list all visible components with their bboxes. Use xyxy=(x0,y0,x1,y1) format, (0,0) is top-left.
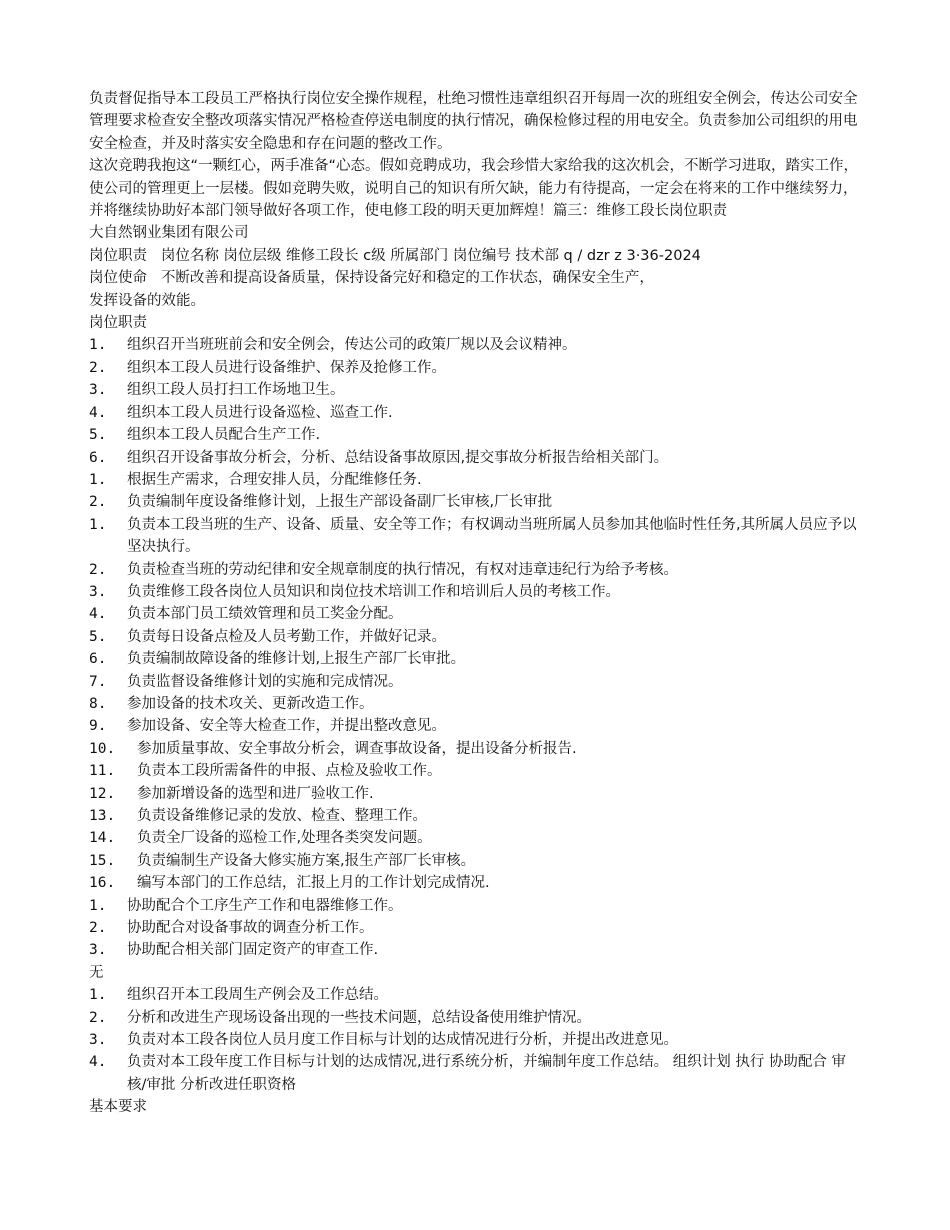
list-item xyxy=(89,514,865,559)
list-item-text: 组织本工段人员配合生产工作. xyxy=(127,427,321,444)
list-item-text: 协助配合对设备事故的调查分析工作。 xyxy=(127,920,374,937)
list-item-number: 1. xyxy=(89,987,107,1004)
list-item xyxy=(89,984,865,1006)
list-item-text: 负责编制生产设备大修实施方案,报生产部厂长审核。 xyxy=(137,852,476,869)
list-item xyxy=(89,469,865,491)
list-item-text: 负责本工段当班的生产、设备、质量、安全等工作；有权调动当班所属人员参加其他临时性任务,其所属人员应予以坚决执行。 xyxy=(127,516,857,556)
duty-list-organize xyxy=(89,334,865,468)
list-item xyxy=(89,491,865,513)
job-mission-row: 岗位使命 不断改善和提高设备质量，保持设备完好和稳定的工作状态，确保安全生产， xyxy=(89,270,654,287)
list-item-number: 5. xyxy=(89,427,107,444)
duty-list-responsible xyxy=(89,514,865,895)
list-item-text: 参加质量事故、安全事故分析会，调查事故设备，提出设备分析报告. xyxy=(137,740,577,757)
list-item xyxy=(89,334,865,356)
duty-list-assist xyxy=(89,895,865,962)
duty-list-summary xyxy=(89,984,865,1096)
list-item-text: 分析和改进生产现场设备出现的一些技术问题，总结设备使用维护情况。 xyxy=(127,1009,591,1026)
list-item xyxy=(89,939,865,961)
list-item-number: 14. xyxy=(89,830,116,847)
list-item-text: 组织召开设备事故分析会，分析、总结设备事故原因,提交事故分析报告给相关部门。 xyxy=(127,449,669,466)
list-item-text: 负责编制故障设备的维修计划,上报生产部厂长审批。 xyxy=(127,651,466,668)
list-item xyxy=(89,603,865,625)
list-item-number: 8. xyxy=(89,695,107,712)
basic-requirements-heading: 基本要求 xyxy=(89,1099,147,1116)
list-item xyxy=(89,357,865,379)
job-header-row: 岗位职责 岗位名称 岗位层级 维修工段长 c级 所属部门 岗位编号 技术部 q / dzr z 3·36-2024 xyxy=(89,247,701,264)
duties-heading: 岗位职责 xyxy=(89,315,147,332)
list-item-text: 组织本工段人员进行设备维护、保养及抢修工作。 xyxy=(127,359,446,376)
list-item-number: 3. xyxy=(89,942,107,959)
list-item xyxy=(89,760,865,782)
list-item xyxy=(89,1051,865,1096)
list-item-text: 负责本部门员工绩效管理和员工奖金分配。 xyxy=(127,606,403,623)
list-item-number: 16. xyxy=(89,875,116,892)
intro-paragraph-1: 负责督促指导本工段员工严格执行岗位安全操作规程，杜绝习惯性违章组织召开每周一次的班组安全例会，传达公司安全管理要求检查安全整改项落实情况严格检查停送电制度的执行情况，确保检修过程的用电安全。负责参加公司组织的用电安全检查，并及时落实安全隐患和存在问题的整改工作。 xyxy=(89,91,858,152)
list-item-number: 13. xyxy=(89,808,116,824)
list-item-number: 15. xyxy=(89,852,116,869)
list-item-number: 2. xyxy=(89,561,107,578)
list-item-number: 7. xyxy=(89,673,107,690)
list-item-text: 负责全厂设备的巡检工作,处理各类突发问题。 xyxy=(137,830,432,847)
list-item-number: 3. xyxy=(89,382,107,399)
list-item-text: 负责本工段所需备件的申报、点检及验收工作。 xyxy=(137,763,442,780)
list-item-number: 2. xyxy=(89,359,107,376)
list-item xyxy=(89,379,865,401)
list-item xyxy=(89,1007,865,1029)
list-item xyxy=(89,715,865,737)
list-item-number: 6. xyxy=(89,651,107,668)
list-item xyxy=(89,559,865,581)
list-item xyxy=(89,581,865,603)
list-item xyxy=(89,872,865,894)
list-item-text: 协助配合相关部门固定资产的审查工作. xyxy=(127,942,379,959)
list-item xyxy=(89,1029,865,1051)
list-item xyxy=(89,447,865,469)
list-item-number: 1. xyxy=(89,897,107,914)
list-item xyxy=(89,827,865,849)
list-item-text: 负责每日设备点检及人员考勤工作，并做好记录。 xyxy=(127,628,446,645)
list-item-number: 4. xyxy=(89,404,107,421)
list-item-text: 负责对本工段各岗位人员月度工作目标与计划的达成情况进行分析，并提出改进意见。 xyxy=(127,1032,678,1049)
list-item-number: 2. xyxy=(89,1009,107,1026)
list-item-text: 负责设备维修记录的发放、检查、整理工作。 xyxy=(137,808,427,824)
list-item-text: 参加设备、安全等大检查工作，并提出整改意见。 xyxy=(127,718,446,735)
list-item xyxy=(89,895,865,917)
list-item-number: 2. xyxy=(89,920,107,937)
list-item xyxy=(89,693,865,715)
list-item-text: 参加设备的技术攻关、更新改造工作。 xyxy=(127,695,374,712)
list-item-number: 3. xyxy=(89,1032,107,1049)
none-label: 无 xyxy=(89,964,104,981)
list-item-number: 9. xyxy=(89,718,107,735)
list-item-number: 2. xyxy=(89,494,107,511)
list-item-number: 12. xyxy=(89,785,116,802)
list-item-text: 负责编制年度设备维修计划，上报生产部设备副厂长审核,厂长审批 xyxy=(127,494,553,511)
list-item-text: 负责维修工段各岗位人员知识和岗位技术培训工作和培训后人员的考核工作。 xyxy=(127,583,620,600)
list-item xyxy=(89,626,865,648)
list-item-text: 根据生产需求，合理安排人员，分配维修任务. xyxy=(127,471,422,488)
intro-paragraph-2: 这次竞聘我抱这“一颗红心，两手准备“心态。假如竞聘成功，我会珍惜大家给我的这次机会，不断学习进取，踏实工作，使公司的管理更上一层楼。假如竞聘失败，说明自己的知识有所欠缺，能力有待提高，一定会在将来的工作中继续努力，并将继续协助好本部门领导做好各项工作，使电修工段的明天更加辉煌！篇三：维修工段长岗位职责 xyxy=(89,158,859,220)
list-item-number: 1. xyxy=(89,471,107,488)
company-name: 大自然钢业集团有限公司 xyxy=(89,225,249,242)
job-mission-continuation: 发挥设备的效能。 xyxy=(89,292,205,309)
list-item-text: 负责检查当班的劳动纪律和安全规章制度的执行情况，有权对违章违纪行为给予考核。 xyxy=(127,561,678,578)
list-item xyxy=(89,402,865,424)
list-item-number: 6. xyxy=(89,449,107,466)
list-item xyxy=(89,917,865,939)
list-item xyxy=(89,671,865,693)
list-item-number: 10. xyxy=(89,740,116,757)
list-item-text: 组织工段人员打扫工作场地卫生。 xyxy=(127,382,345,399)
list-item-number: 4. xyxy=(89,1054,107,1071)
list-item-text: 组织本工段人员进行设备巡检、巡查工作. xyxy=(127,404,393,421)
list-item xyxy=(89,783,865,805)
list-item xyxy=(89,850,865,872)
list-item-text: 组织召开本工段周生产例会及工作总结。 xyxy=(127,987,388,1004)
list-item xyxy=(89,424,865,446)
list-item-number: 3. xyxy=(89,583,107,600)
list-item-text: 参加新增设备的选型和进厂验收工作. xyxy=(137,785,374,802)
list-item-text: 负责对本工段年度工作目标与计划的达成情况,进行系统分析，并编制年度工作总结。 组织计划 执行 协助配合 审核/审批 分析改进任职资格 xyxy=(127,1054,847,1093)
list-item-number: 1. xyxy=(89,337,107,354)
duty-list-assign xyxy=(89,469,865,514)
list-item-text: 编写本部门的工作总结，汇报上月的工作计划完成情况. xyxy=(137,875,490,892)
list-item xyxy=(89,648,865,670)
list-item-text: 组织召开当班班前会和安全例会，传达公司的政策厂规以及会议精神。 xyxy=(127,337,577,354)
list-item xyxy=(89,738,865,760)
list-item xyxy=(89,805,865,827)
list-item-number: 11. xyxy=(89,763,116,780)
list-item-text: 协助配合个工序生产工作和电器维修工作。 xyxy=(127,897,403,914)
list-item-number: 1. xyxy=(89,516,107,533)
list-item-text: 负责监督设备维修计划的实施和完成情况。 xyxy=(127,673,403,690)
list-item-number: 4. xyxy=(89,606,107,623)
list-item-number: 5. xyxy=(89,628,107,645)
